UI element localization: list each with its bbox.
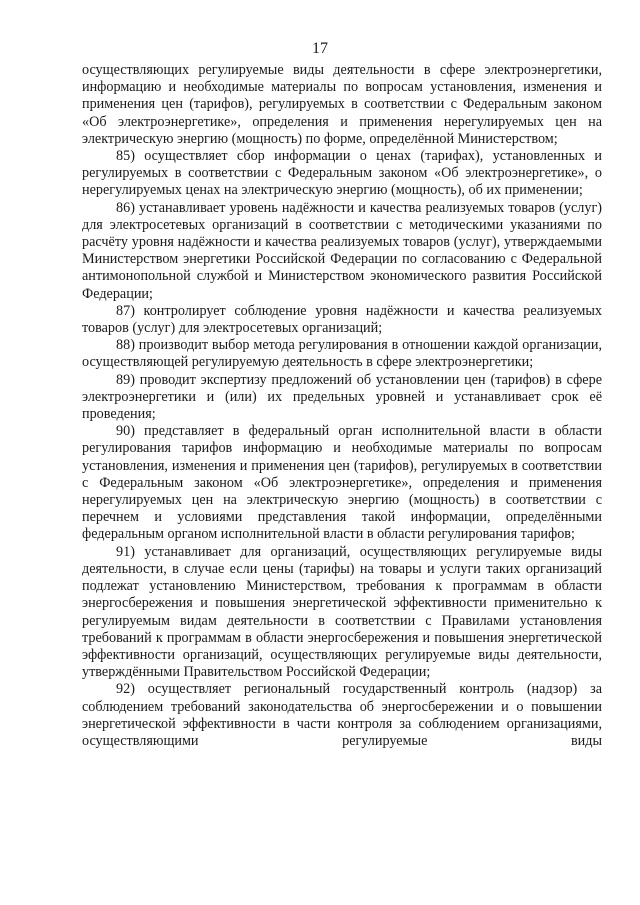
paragraph-item-91: 91) устанавливает для организаций, осуществляющих регулируемые виды деятельности, в случае если цены (тарифы) на товары и услуги таких организаций подлежат установлению Министерством, требования к программам в области энергосбережения и повышения энергетической эффективности применительно к регулируемым видам деятельности в соответствии с Правилами установления требований к программам в области энергосбережения и повышения энергетической эффективности организаций, осуществляющих регулируемые виды деятельности, утверждёнными Правительством Российской Федерации; [82,543,602,681]
paragraph-continuation: осуществляющих регулируемые виды деятельности в сфере электроэнергетики, информацию и необходимые материалы по вопросам установления, изменения и применения цен (тарифов), регулируемых в соответствии с Федеральным законом «Об электроэнергетике», определения и применения нерегулируемых цен на электрическую энергию (мощность) по форме, определённой Министерством; [82,62,602,147]
paragraph-item-89: 89) проводит экспертизу предложений об установлении цен (тарифов) в сфере электроэнергетики и (или) их предельных уровней и устанавливает срок её проведения; [82,371,602,423]
document-body [82,62,602,750]
paragraph-item-88: 88) производит выбор метода регулирования в отношении каждой организации, осуществляющей регулируемую деятельность в сфере электроэнергетики; [82,337,602,371]
paragraph-item-87: 87) контролирует соблюдение уровня надёжности и качества реализуемых товаров (услуг) для электросетевых организаций; [82,302,602,337]
paragraph-item-92: 92) осуществляет региональный государственный контроль (надзор) за соблюдением требований законодательства об энергосбережении и о повышении энергетической эффективности в части контроля за соблюдением организациями, осуществляющими регулируемые виды [82,681,602,749]
page-number: 17 [312,40,328,57]
paragraph-item-85: 85) осуществляет сбор информации о ценах (тарифах), установленных и регулируемых в соответствии с Федеральным законом «Об электроэнергетике», о нерегулируемых ценах на электрическую энергию (мощность), об их применении; [82,148,602,199]
paragraph-item-86: 86) устанавливает уровень надёжности и качества реализуемых товаров (услуг) для электросетевых организаций в соответствии с методическими указаниями по расчёту уровня надёжности и качества реализуемых товаров (услуг), утверждаемыми Министерством энергетики Российской Федерации по согласованию с Федеральной антимонопольной службой и Министерством экономического развития Российской Федерации; [82,199,602,302]
paragraph-item-90: 90) представляет в федеральный орган исполнительной власти в области регулирования тарифов информацию и необходимые материалы по вопросам установления, изменения и применения цен (тарифов), регулируемых в соответствии с Федеральным законом «Об электроэнергетике», определения и применения нерегулируемых цен на электрическую энергию (мощность) в соответствии с перечнем и условиями представления такой информации, определёнными федеральным органом исполнительной власти в области регулирования тарифов; [82,423,602,543]
